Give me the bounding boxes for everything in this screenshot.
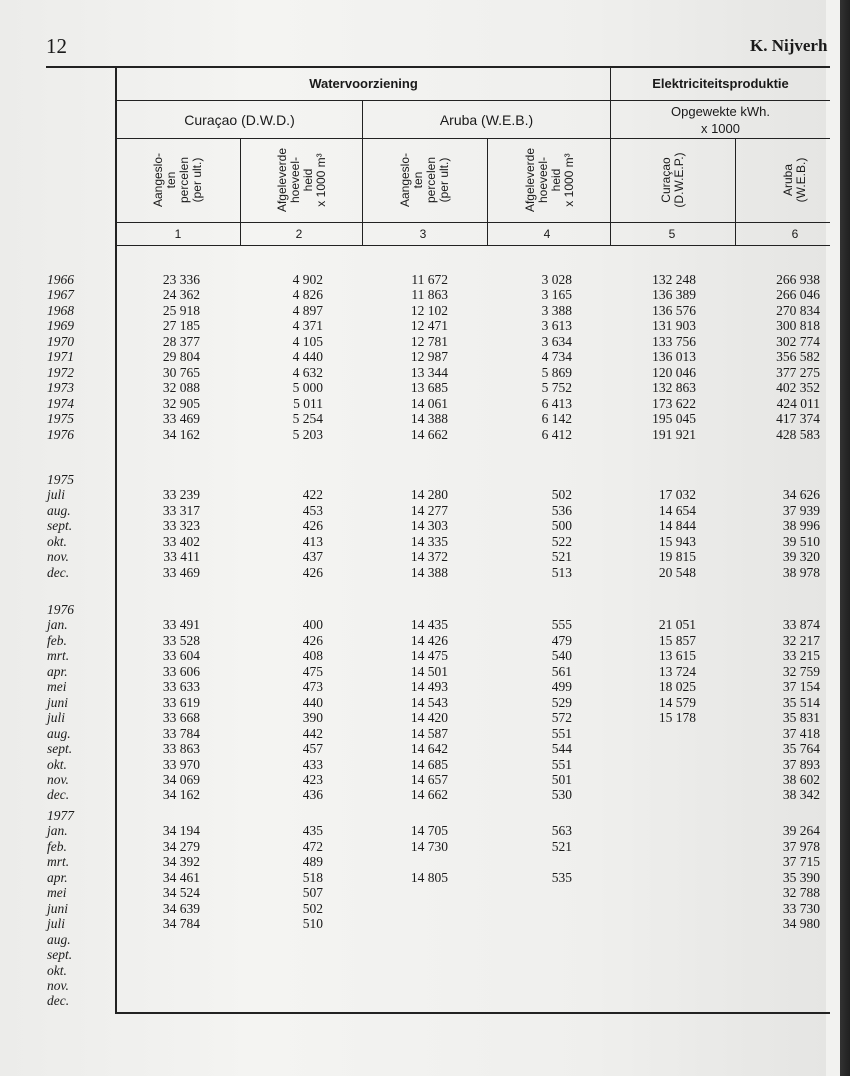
table-cell-col-2: 453 [302,502,323,518]
column-header-4: Afgeleverde hoeveel- heid x 1000 m³ [523,147,576,213]
table-cell-col-1: 34 639 [162,900,200,916]
table-cell-col-1: 33 469 [162,411,200,427]
table-cell-col-1: 32 088 [162,380,200,396]
table-cell-col-6: 38 342 [782,787,820,803]
table-cell-col-5: 15 857 [658,632,696,648]
table-cell-col-6: 39 510 [782,533,820,549]
table-cell-col-6: 356 582 [776,349,820,365]
table-cell-col-4: 500 [551,518,572,534]
table-cell-col-1: 34 162 [162,787,200,803]
column-number-2: 2 [295,227,303,241]
row-label: mei [47,885,67,901]
row-label: mrt. [47,854,70,870]
table-cell-col-2: 426 [302,564,323,580]
table-cell-col-2: 422 [302,487,323,503]
table-cell-col-4: 544 [551,741,572,757]
table-cell-col-6: 417 374 [776,411,820,427]
row-label: 1976 [47,602,74,617]
table-cell-col-2: 4 105 [292,333,323,349]
row-label: okt. [47,533,67,549]
table-cell-col-6: 39 264 [782,823,820,839]
table-cell-col-1: 33 606 [162,663,200,679]
table-cell-col-1: 32 905 [162,395,200,411]
table-cell-col-6: 37 939 [782,502,820,518]
table-cell-col-4: 563 [551,823,572,839]
table-cell-col-3: 11 672 [411,272,448,287]
table-cell-col-2: 426 [302,518,323,534]
table-cell-col-5: 21 051 [658,617,696,633]
table-cell-col-5: 131 903 [652,318,696,334]
table-cell-col-3: 13 685 [410,380,448,396]
table-cell-col-3: 11 863 [411,287,448,303]
table-cell-col-1: 34 524 [162,885,200,901]
table-cell-col-6: 32 217 [782,632,820,648]
table-cell-col-4: 501 [551,771,572,787]
table-cell-col-6: 270 834 [776,302,820,318]
table-cell-col-4: 5 869 [541,364,572,380]
table-cell-col-4: 5 752 [541,380,572,396]
table-cell-col-5: 173 622 [652,395,696,411]
table-cell-col-1: 23 336 [162,272,200,287]
table-cell-col-5: 120 046 [652,364,696,380]
table-cell-col-2: 457 [302,741,323,757]
table-cell-col-4: 6 142 [541,411,572,427]
row-label: jan. [47,823,68,839]
table-cell-col-4: 3 388 [541,302,572,318]
table-cell-col-6: 33 874 [782,617,820,633]
column-header-5: Curaçao (D.W.E.P.) [659,152,686,208]
table-cell-col-1: 33 970 [162,756,200,772]
table-cell-col-2: 475 [302,663,323,679]
row-label: sept. [47,741,73,757]
table-cell-col-2: 442 [302,725,323,741]
table-cell-col-6: 38 602 [782,771,820,787]
colnum-top-rule [117,222,830,223]
table-cell-col-3: 14 388 [410,564,448,580]
table-cell-col-5: 136 389 [652,287,696,303]
table-cell-col-3: 14 501 [410,663,448,679]
table-cell-col-6: 300 818 [776,318,820,334]
table-cell-col-1: 33 317 [162,502,200,518]
column-header-6: Aruba (W.E.B.) [781,157,808,203]
table-cell-col-2: 4 632 [292,364,323,380]
page-number: 12 [46,34,67,58]
table-cell-col-3: 12 102 [410,302,448,318]
row-label: 1970 [47,333,74,349]
row-label: 1967 [47,287,74,303]
column-number-1: 1 [174,227,182,241]
row-label: dec. [47,564,70,580]
row-label: juli [47,487,66,503]
row-label: mrt. [47,648,70,664]
table-cell-col-2: 5 254 [292,411,323,427]
row-label: 1968 [47,302,74,318]
table-cell-col-1: 34 461 [162,869,200,885]
table-cell-col-3: 12 987 [410,349,448,365]
table-cell-col-4: 555 [551,617,572,633]
table-cell-col-2: 502 [302,900,323,916]
header-generated: Opgewekte kWh. [671,104,770,119]
row-label: 1977 [47,808,74,823]
table-cell-col-2: 413 [302,533,323,549]
table-cell-col-4: 530 [551,787,572,803]
table-cell-col-5: 14 579 [658,694,696,710]
row-label: jan. [47,617,68,633]
table-cell-col-5: 136 576 [652,302,696,318]
table-cell-col-3: 14 303 [410,518,448,534]
table-cell-col-6: 266 046 [776,287,820,303]
table-cell-col-3: 14 277 [410,502,448,518]
table-cell-col-1: 34 194 [162,823,200,839]
table-cell-col-2: 518 [302,869,323,885]
table-cell-col-3: 14 426 [410,632,448,648]
table-cell-col-2: 5 011 [293,395,323,411]
table-cell-col-3: 12 781 [410,333,448,349]
table-cell-col-6: 35 764 [782,741,820,757]
header-electric: Elektriciteitsproduktie [652,76,789,91]
table-cell-col-1: 34 392 [162,854,200,870]
table-cell-col-5: 13 724 [658,663,696,679]
table-cell-col-6: 32 759 [782,663,820,679]
table-cell-col-6: 302 774 [776,333,820,349]
row-label: nov. [47,549,69,565]
row-label: 1975 [47,411,74,427]
table-cell-col-4: 572 [551,710,572,726]
table-cell-col-2: 4 440 [292,349,323,365]
table-cell-col-6: 35 831 [782,710,820,726]
table-cell-col-2: 5 203 [292,426,323,442]
table-cell-col-6: 37 154 [782,679,820,695]
table-cell-col-5: 20 548 [658,564,696,580]
table-cell-col-5: 195 045 [652,411,696,427]
table-cell-col-4: 6 413 [541,395,572,411]
table-cell-col-4: 479 [551,632,572,648]
row-label: okt. [47,756,67,772]
table-cell-col-1: 33 469 [162,564,200,580]
table-cell-col-1: 33 604 [162,648,200,664]
table-cell-col-6: 37 893 [782,756,820,772]
table-cell-col-4: 540 [551,648,572,664]
table-cell-col-6: 32 788 [782,885,820,901]
table-cell-col-3: 14 543 [410,694,448,710]
row-label: apr. [47,869,68,885]
row-label: sept. [47,518,73,534]
water-electric-divider [610,66,611,246]
row-label: 1974 [47,395,74,411]
header-curacao-dwd: Curaçao (D.W.D.) [184,112,295,128]
table-cell-col-1: 33 633 [162,679,200,695]
table-cell-col-5: 191 921 [652,426,696,442]
table-cell-col-1: 24 362 [162,287,200,303]
table-cell-col-5: 15 178 [658,710,696,726]
table-cell-col-6: 35 514 [782,694,820,710]
table-cell-col-2: 436 [302,787,323,803]
table-cell-col-6: 34 980 [782,916,820,932]
subgroup-rule [117,138,830,139]
table-cell-col-4: 535 [551,869,572,885]
stub-rule [115,66,117,1014]
header-water: Watervoorziening [309,76,418,91]
table-cell-col-3: 13 344 [410,364,448,380]
top-rule [46,66,830,68]
table-cell-col-1: 33 239 [162,487,200,503]
table-cell-col-1: 33 402 [162,533,200,549]
running-head: K. Nijverh [750,36,828,55]
row-label: juni [47,900,69,916]
row-label: 1972 [47,364,74,380]
row-label: 1973 [47,380,74,396]
table-cell-col-1: 33 323 [162,518,200,534]
column-number-3: 3 [419,227,427,241]
group-rule [117,100,830,101]
row-label: okt. [47,962,67,978]
row-label: 1976 [47,426,74,442]
table-cell-col-5: 19 815 [658,549,696,565]
table-cell-col-2: 390 [302,710,323,726]
table-cell-col-6: 37 715 [782,854,820,870]
table-cell-col-1: 33 619 [162,694,200,710]
col-divider-3 [487,138,488,246]
row-label: aug. [47,725,71,741]
table-cell-col-5: 136 013 [652,349,696,365]
table-cell-col-5: 17 032 [658,487,696,503]
table-cell-col-1: 33 784 [162,725,200,741]
table-cell-col-4: 6 412 [541,426,572,442]
table-cell-col-4: 561 [551,663,572,679]
table-cell-col-3: 14 642 [410,741,448,757]
table-cell-col-3: 14 493 [410,679,448,695]
table-cell-col-6: 37 418 [782,725,820,741]
table-cell-col-2: 510 [302,916,323,932]
table-cell-col-1: 33 491 [162,617,200,633]
table-cell-col-5: 13 615 [658,648,696,664]
table-cell-col-5: 133 756 [652,333,696,349]
table-cell-col-6: 424 011 [776,395,820,411]
table-cell-col-2: 426 [302,632,323,648]
table-cell-col-5: 132 863 [652,380,696,396]
table-cell-col-6: 377 275 [776,364,820,380]
row-label: juli [47,710,66,726]
colnum-bottom-rule [117,245,830,246]
table-cell-col-4: 551 [551,725,572,741]
table-cell-col-4: 3 028 [541,272,572,287]
row-label: nov. [47,977,69,993]
row-label: apr. [47,663,68,679]
table-cell-col-1: 34 162 [162,426,200,442]
row-label: dec. [47,993,70,1009]
table-cell-col-2: 489 [302,854,323,870]
table-cell-col-5: 132 248 [652,272,696,287]
table-cell-col-2: 4 897 [292,302,323,318]
row-label: 1966 [47,272,74,287]
table-cell-col-3: 14 475 [410,648,448,664]
row-label: juni [47,694,69,710]
table-cell-col-5: 14 654 [658,502,696,518]
header-aruba-web: Aruba (W.E.B.) [439,112,534,128]
column-header-3: Aangeslo- ten percelen (per ult.) [398,152,451,208]
table-cell-col-6: 35 390 [782,869,820,885]
page-edge-strip [826,0,840,1076]
table-cell-col-2: 4 371 [292,318,323,334]
table-cell-col-4: 3 613 [541,318,572,334]
row-label: mei [47,679,67,695]
row-label: feb. [47,838,67,854]
table-cell-col-2: 5 000 [292,380,323,396]
table-cell-col-4: 513 [551,564,572,580]
row-label: aug. [47,931,71,947]
bottom-rule [115,1012,830,1014]
table-cell-col-3: 14 662 [410,426,448,442]
table-cell-col-3: 14 805 [410,869,448,885]
table-cell-col-2: 507 [302,885,323,901]
column-header-1: Aangeslo- ten percelen (per ult.) [151,152,204,208]
row-label: 1969 [47,318,74,334]
row-label: feb. [47,632,67,648]
table-cell-col-1: 33 863 [162,741,200,757]
table-cell-col-2: 433 [302,756,323,772]
row-label: 1975 [47,472,74,487]
table-cell-col-3: 14 420 [410,710,448,726]
table-cell-col-1: 25 918 [162,302,200,318]
table-cell-col-4: 499 [551,679,572,695]
table-cell-col-3: 14 061 [410,395,448,411]
table-cell-col-1: 28 377 [162,333,200,349]
table-cell-col-4: 4 734 [541,349,572,365]
table-cell-col-5: 14 844 [658,518,696,534]
table-cell-col-4: 502 [551,487,572,503]
table-cell-col-6: 34 626 [782,487,820,503]
table-cell-col-3: 14 372 [410,549,448,565]
column-number-6: 6 [791,227,799,241]
table-cell-col-3: 14 685 [410,756,448,772]
table-cell-col-6: 33 215 [782,648,820,664]
column-number-5: 5 [668,227,676,241]
column-number-4: 4 [543,227,551,241]
table-cell-col-3: 14 435 [410,617,448,633]
table-cell-col-2: 400 [302,617,323,633]
table-cell-col-4: 3 634 [541,333,572,349]
table-cell-col-6: 38 978 [782,564,820,580]
table-cell-col-3: 14 280 [410,487,448,503]
table-cell-col-6: 37 978 [782,838,820,854]
table-cell-col-2: 4 826 [292,287,323,303]
table-cell-col-5: 15 943 [658,533,696,549]
table-cell-col-2: 472 [302,838,323,854]
table-cell-col-6: 33 730 [782,900,820,916]
header-generated-unit: x 1000 [700,121,741,136]
table-cell-col-1: 33 668 [162,710,200,726]
row-label: dec. [47,787,70,803]
table-cell-col-4: 551 [551,756,572,772]
table-cell-col-1: 34 784 [162,916,200,932]
table-cell-col-3: 12 471 [410,318,448,334]
table-cell-col-1: 29 804 [162,349,200,365]
table-cell-col-4: 536 [551,502,572,518]
table-cell-col-3: 14 335 [410,533,448,549]
table-cell-col-1: 33 411 [163,549,200,565]
table-cell-col-3: 14 705 [410,823,448,839]
table-cell-col-1: 33 528 [162,632,200,648]
table-cell-col-3: 14 730 [410,838,448,854]
table-cell-col-2: 423 [302,771,323,787]
table-cell-col-2: 435 [302,823,323,839]
table-cell-col-6: 266 938 [776,272,820,287]
table-cell-col-2: 4 902 [292,272,323,287]
table-cell-col-4: 522 [551,533,572,549]
row-label: sept. [47,947,73,963]
table-cell-col-1: 30 765 [162,364,200,380]
table-cell-col-2: 437 [302,549,323,565]
table-cell-col-2: 440 [302,694,323,710]
table-cell-col-3: 14 657 [410,771,448,787]
table-cell-col-6: 428 583 [776,426,820,442]
table-cell-col-3: 14 587 [410,725,448,741]
row-label: juli [47,916,66,932]
table-cell-col-3: 14 388 [410,411,448,427]
table-cell-col-2: 408 [302,648,323,664]
table-cell-col-1: 27 185 [162,318,200,334]
table-cell-col-1: 34 069 [162,771,200,787]
column-header-2: Afgeleverde hoeveel- heid x 1000 m³ [275,147,328,213]
table-cell-col-4: 3 165 [541,287,572,303]
table-cell-col-6: 402 352 [776,380,820,396]
col-divider-5 [735,138,736,246]
table-cell-col-6: 39 320 [782,549,820,565]
table-cell-col-6: 38 996 [782,518,820,534]
table-cell-col-1: 34 279 [162,838,200,854]
table-cell-col-2: 473 [302,679,323,695]
table-cell-col-4: 521 [551,549,572,565]
table-cell-col-5: 18 025 [658,679,696,695]
row-label: 1971 [47,349,74,365]
table-cell-col-3: 14 662 [410,787,448,803]
col-divider-1 [240,138,241,246]
row-label: nov. [47,771,69,787]
table-cell-col-4: 529 [551,694,572,710]
table-cell-col-4: 521 [551,838,572,854]
row-label: aug. [47,502,71,518]
